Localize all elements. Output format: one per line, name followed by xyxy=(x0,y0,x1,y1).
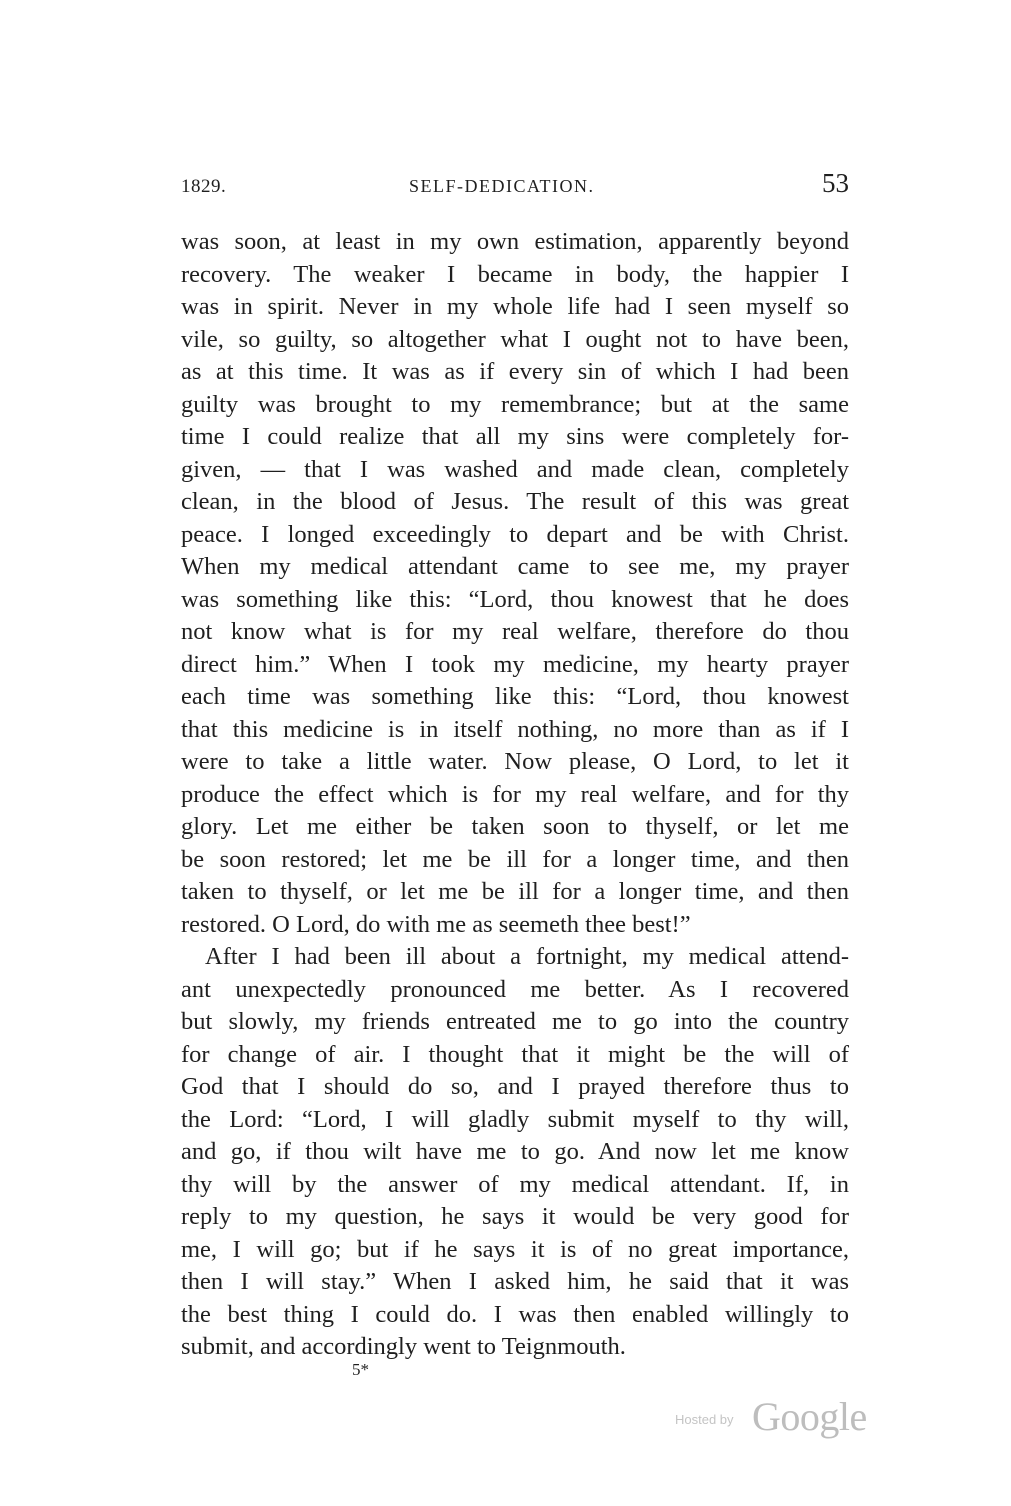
text-line: but slowly, my friends entreated me to go into the country xyxy=(181,1008,849,1035)
text-line: as at this time. It was as if every sin of which I had been xyxy=(181,358,849,385)
signature-mark: 5* xyxy=(352,1360,369,1379)
body-text xyxy=(181,226,849,1364)
page-number: 53 xyxy=(822,168,849,198)
text-line: reply to my question, he says it would be very good for xyxy=(181,1203,849,1230)
hosted-by-label: Hosted by xyxy=(675,1412,734,1427)
text-line: submit, and accordingly went to Teignmouth. xyxy=(181,1333,626,1360)
text-line: taken to thyself, or let me be ill for a longer time, and then xyxy=(181,878,849,905)
header-title: SELF-DEDICATION. xyxy=(409,176,595,196)
google-logo: Google xyxy=(752,1394,867,1439)
text-line: guilty was brought to my remembrance; but at the same xyxy=(181,390,849,418)
text-line: thy will by the answer of my medical attendant. If, in xyxy=(181,1170,849,1198)
text-line: the Lord: “Lord, I will gladly submit myself to thy will, xyxy=(181,1105,849,1133)
text-line: that this medicine is in itself nothing, no more than as if I xyxy=(181,715,849,743)
text-line: recovery. The weaker I became in body, the happier I xyxy=(181,260,849,288)
text-line: for change of air. I thought that it might be the will of xyxy=(181,1040,849,1068)
text-line: time I could realize that all my sins were completely for- xyxy=(181,423,849,450)
text-line: restored. O Lord, do with me as seemeth thee best!” xyxy=(181,910,691,938)
text-line: and go, if thou wilt have me to go. And now let me know xyxy=(181,1138,849,1165)
paragraph-1 xyxy=(181,226,849,941)
google-watermark xyxy=(675,1393,880,1439)
text-line: clean, in the blood of Jesus. The result of this was great xyxy=(181,488,849,515)
header-year: 1829. xyxy=(181,176,227,197)
text-line: was in spirit. Never in my whole life had I seen myself so xyxy=(181,293,849,320)
text-line: was something like this: “Lord, thou knowest that he does xyxy=(181,585,849,613)
text-line: direct him.” When I took my medicine, my hearty prayer xyxy=(181,650,849,678)
text-line: the best thing I could do. I was then enabled willingly to xyxy=(181,1300,849,1328)
text-line: After I had been ill about a fortnight, my medical attend- xyxy=(205,943,849,970)
text-line: then I will stay.” When I asked him, he said that it was xyxy=(181,1268,849,1295)
text-line: be soon restored; let me be ill for a longer time, and then xyxy=(181,845,849,873)
text-line: When my medical attendant came to see me, my prayer xyxy=(181,553,849,580)
text-line: ant unexpectedly pronounced me better. As I recovered xyxy=(181,975,849,1003)
text-line: were to take a little water. Now please, O Lord, to let it xyxy=(181,748,849,775)
text-line: given, — that I was washed and made clean, completely xyxy=(181,455,849,483)
text-line: produce the effect which is for my real welfare, and for thy xyxy=(181,780,849,808)
text-line: not know what is for my real welfare, therefore do thou xyxy=(181,618,849,645)
text-line: God that I should do so, and I prayed therefore thus to xyxy=(181,1073,849,1100)
paragraph-2 xyxy=(181,941,849,1364)
text-line: vile, so guilty, so altogether what I ought not to have been, xyxy=(181,325,849,353)
text-line: peace. I longed exceedingly to depart and be with Christ. xyxy=(181,520,849,548)
text-line: each time was something like this: “Lord, thou knowest xyxy=(181,683,849,710)
running-head xyxy=(181,168,849,202)
text-line: was soon, at least in my own estimation, apparently beyond xyxy=(181,228,849,255)
text-line: me, I will go; but if he says it is of no great importance, xyxy=(181,1235,849,1263)
text-line: glory. Let me either be taken soon to thyself, or let me xyxy=(181,813,849,840)
